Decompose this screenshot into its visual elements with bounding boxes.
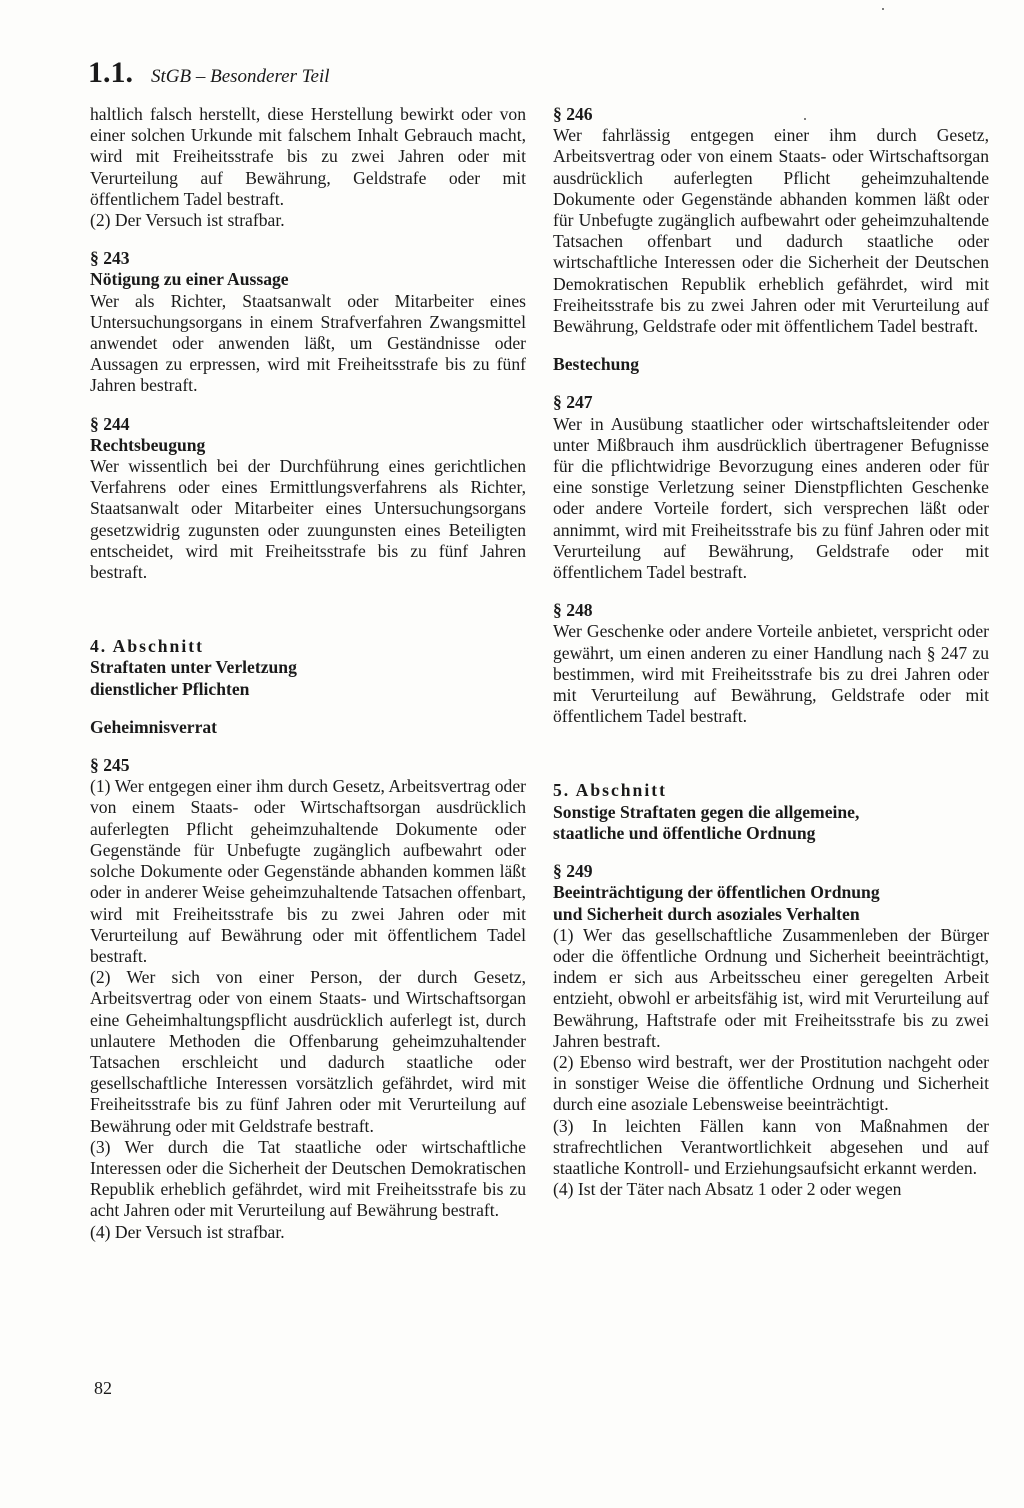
scan-speck bbox=[804, 118, 806, 120]
paragraph-244-number: § 244 bbox=[90, 413, 130, 434]
paragraph-244-title: Rechtsbeugung bbox=[90, 434, 206, 455]
section-4-title-line2: dienstlicher Pflichten bbox=[90, 678, 250, 699]
subheading-geheimnisverrat: Geheimnisverrat bbox=[90, 716, 218, 737]
paragraph-243-text: Wer als Richter, Staatsanwalt oder Mitarbeiter eines Untersuchungsorgans in einem Strafverfahren Zwangsmittel anwendet oder anwenden läßt, um Geständnisse oder Aussagen zu erpressen, wird mit Freiheitsstrafe bis zu fünf Jahren bestraft. bbox=[90, 290, 526, 396]
section-5-title-line2: staatliche und öffentliche Ordnung bbox=[553, 822, 816, 843]
paragraph-247-text: Wer in Ausübung staatlicher oder wirtschaftsleitender oder unter Mißbrauch ihm ausdrücklich übertragener Befugnisse für die pflichtwidrige Bevorzugung eines anderen oder für eine sonstige Verletzung seiner Dienstpflichten Geschenke oder andere Vorteile fordert, sich versprechen läßt oder annimmt, wird mit Freiheitsstrafe bis zu fünf Jahren oder mit Verurteilung auf Bewährung, Geldstrafe oder mit öffentlichem Tadel bestraft. bbox=[553, 413, 989, 583]
paragraph-246-number: § 246 bbox=[553, 104, 593, 124]
scan-speck bbox=[882, 8, 884, 10]
section-5-title-line1: Sonstige Straftaten gegen die allgemeine, bbox=[553, 801, 860, 822]
paragraph-243-number: § 243 bbox=[90, 248, 130, 269]
running-header bbox=[88, 56, 330, 90]
paragraph-249-4: (4) Ist der Täter nach Absatz 1 oder 2 oder wegen bbox=[553, 1179, 902, 1200]
paragraph-249-2: (2) Ebenso wird bestraft, wer der Prostitution nachgeht oder in sonstiger Weise die öffentliche Ordnung und Sicherheit durch eine asoziale Lebensweise beeinträchtigt. bbox=[553, 1051, 989, 1115]
paragraph-249-title-line2: und Sicherheit durch asoziales Verhalten bbox=[553, 903, 860, 924]
page-number: 82 bbox=[94, 1378, 112, 1398]
paragraph-245-2: (2) Wer sich von einer Person, der durch Gesetz, Arbeitsvertrag oder von einem Staats- und Wirtschaftsorgan eine Geheimhaltungspflicht ausdrücklich auferlegt ist, durch unlautere Methoden die Offenbarung geheimzuhaltender Tatsachen erschleicht und dadurch staatliche oder gesellschaftliche Interessen vorsätzlich gefährdet, wird mit Freiheitsstrafe bis zu fünf Jahren oder mit Verurteilung auf Bewährung oder mit Geldstrafe bestraft. bbox=[90, 967, 526, 1136]
continued-paragraph-2: (2) Der Versuch ist strafbar. bbox=[90, 210, 285, 231]
paragraph-245-1: (1) Wer entgegen einer ihm durch Gesetz, Arbeitsvertrag oder von einem Staats- oder Wirtschaftsorgan ausdrücklich auferlegten Pflicht geheimzuhaltende Dokumente oder Gegenstände für Unbefugte zugänglich aufbewahrt oder solche Dokumente oder Gegenstände abhanden kommen läßt oder in anderer Weise geheimzuhaltende Tatsachen offenbart, wird mit Freiheitsstrafe bis zu zwei Jahren oder mit Verurteilung auf Bewährung oder mit öffentlichem Tadel bestraft. bbox=[90, 776, 526, 966]
left-column bbox=[90, 104, 526, 1243]
paragraph-248-number: § 248 bbox=[553, 600, 593, 621]
paragraph-249-3: (3) In leichten Fällen kann von Maßnahmen der strafrechtlichen Verantwortlichkeit abgesehen und auf staatliche Kontroll- und Erziehungsaufsicht erkannt werden. bbox=[553, 1115, 989, 1178]
subheading-bestechung: Bestechung bbox=[553, 354, 640, 375]
section-4-number: 4. Abschnitt bbox=[90, 636, 204, 657]
paragraph-245-3: (3) Wer durch die Tat staatliche oder wirtschaftliche Interessen oder die Sicherheit der Deutschen Demokratischen Republik erheblich gefährdet, wird mit Freiheitsstrafe bis zu acht Jahren oder mit Verurteilung auf Bewährung bestraft. bbox=[90, 1136, 526, 1221]
paragraph-245-number: § 245 bbox=[90, 755, 130, 776]
right-column bbox=[553, 104, 989, 1200]
section-4-title-line1: Straftaten unter Verletzung bbox=[90, 657, 297, 678]
paragraph-244-text: Wer wissentlich bei der Durchführung eines gerichtlichen Verfahrens oder eines Ermittlungsverfahrens als Richter, Staatsanwalt oder Mitarbeiter eines Untersuchungsorgans gesetzwidrig zugunsten oder zuungunsten eines Beteiligten entscheidet, wird mit Freiheitsstrafe bis zu fünf Jahren bestraft. bbox=[90, 456, 526, 583]
section-title: StGB – Besonderer Teil bbox=[151, 66, 330, 87]
paragraph-245-4: (4) Der Versuch ist strafbar. bbox=[90, 1221, 285, 1242]
section-5-number: 5. Abschnitt bbox=[553, 780, 667, 801]
paragraph-246-text: Wer fahrlässig entgegen einer ihm durch Gesetz, Arbeitsvertrag oder von einem Staats- oder Wirtschaftsorgan ausdrücklich auferlegten Pflicht geheimzuhaltende Dokumente oder Gegenstände abhanden kommen läßt oder für Unbefugte zugänglich aufbewahrt oder geheimzuhaltende Tatsachen offenbart und dadurch staatliche oder wirtschaftliche Interessen oder die Sicherheit der Deutschen Demokratischen Republik erheblich gefährdet, wird mit Freiheitsstrafe bis zu zwei Jahren oder mit Verurteilung auf Bewährung, Geldstrafe oder mit öffentlichem Tadel bestraft. bbox=[553, 125, 989, 337]
paragraph-249-1: (1) Wer das gesellschaftliche Zusammenleben der Bürger oder die öffentliche Ordnung und Sicherheit beeinträchtigt, indem er sich aus Arbeitsscheu einer geregelten Arbeit entzieht, obwohl er arbeitsfähig ist, wird mit Verurteilung auf Bewährung, Haftstrafe oder mit Freiheitsstrafe bis zu zwei Jahren bestraft. bbox=[553, 924, 989, 1051]
paragraph-243-title: Nötigung zu einer Aussage bbox=[90, 269, 289, 290]
continued-paragraph: haltlich falsch herstellt, diese Herstellung bewirkt oder von einer solchen Urkunde mit falschem Inhalt Gebrauch macht, wird mit Freiheitsstrafe bis zu zwei Jahren oder mit Verurteilung auf Bewährung, Geldstrafe oder mit öffentlichem Tadel bestraft. bbox=[90, 104, 526, 209]
paragraph-248-text: Wer Geschenke oder andere Vorteile anbietet, verspricht oder gewährt, um einen anderen zu einer Handlung nach § 247 zu bestimmen, wird mit Freiheitsstrafe bis zu drei Jahren oder mit Verurteilung auf Bewährung, Geldstrafe oder mit öffentlichem Tadel bestraft. bbox=[553, 621, 989, 727]
paragraph-249-number: § 249 bbox=[553, 861, 593, 882]
paragraph-247-number: § 247 bbox=[553, 392, 593, 413]
paragraph-249-title-line1: Beeinträchtigung der öffentlichen Ordnung bbox=[553, 882, 880, 903]
section-number: 1.1. bbox=[88, 56, 133, 89]
